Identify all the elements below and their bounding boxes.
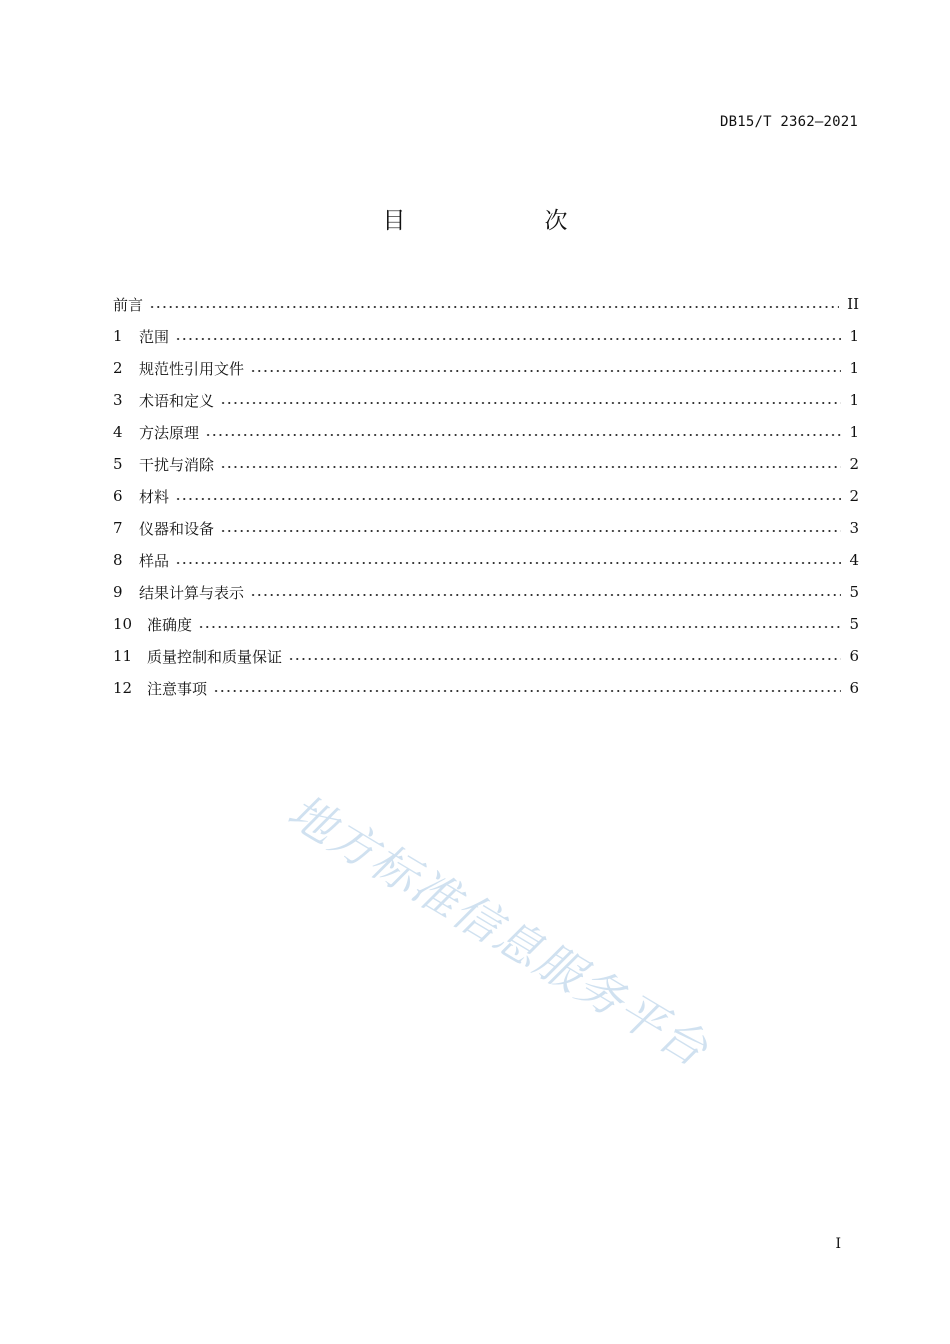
toc-entry-label: 结果计算与表示 bbox=[139, 583, 245, 602]
toc-entry[interactable] bbox=[113, 480, 859, 512]
toc-entry-page: 5 bbox=[849, 583, 859, 601]
toc-dot-leader bbox=[288, 657, 841, 661]
toc-entry-label: 材料 bbox=[139, 487, 170, 506]
toc-entry-page: 1 bbox=[849, 423, 859, 441]
toc-entry[interactable] bbox=[113, 512, 859, 544]
toc-entry-number: 7 bbox=[113, 519, 123, 537]
toc-entry-page: 5 bbox=[849, 615, 859, 633]
toc-entry-label: 质量控制和质量保证 bbox=[147, 647, 283, 666]
toc-entry-label: 范围 bbox=[139, 327, 170, 346]
toc-entry-number: 2 bbox=[113, 359, 123, 377]
toc-entry-page: 2 bbox=[849, 487, 859, 505]
toc-entry-page: II bbox=[847, 295, 859, 313]
toc-dot-leader bbox=[220, 465, 841, 469]
toc-entry-number: 4 bbox=[113, 423, 123, 441]
toc-entry[interactable] bbox=[113, 416, 859, 448]
toc-dot-leader bbox=[149, 305, 839, 309]
table-of-contents bbox=[113, 288, 859, 704]
toc-entry-label: 规范性引用文件 bbox=[139, 359, 245, 378]
toc-entry[interactable] bbox=[113, 608, 859, 640]
toc-entry-page: 1 bbox=[849, 391, 859, 409]
watermark: 地方标准信息服务平台 bbox=[278, 783, 719, 1078]
toc-dot-leader bbox=[220, 529, 841, 533]
toc-entry-number: 10 bbox=[113, 615, 133, 633]
toc-entry-page: 1 bbox=[849, 359, 859, 377]
toc-dot-leader bbox=[205, 433, 841, 437]
toc-entry[interactable] bbox=[113, 384, 859, 416]
toc-entry-label: 注意事项 bbox=[147, 679, 208, 698]
toc-entry[interactable] bbox=[113, 320, 859, 352]
toc-entry-label: 方法原理 bbox=[139, 423, 200, 442]
toc-entry[interactable] bbox=[113, 352, 859, 384]
toc-entry[interactable] bbox=[113, 576, 859, 608]
toc-entry-label: 样品 bbox=[139, 551, 170, 570]
page-number: I bbox=[835, 1236, 841, 1252]
toc-entry[interactable] bbox=[113, 288, 859, 320]
toc-entry-label: 仪器和设备 bbox=[139, 519, 215, 538]
toc-entry[interactable] bbox=[113, 448, 859, 480]
toc-entry-page: 1 bbox=[849, 327, 859, 345]
toc-entry-label: 准确度 bbox=[147, 615, 193, 634]
toc-entry-number: 5 bbox=[113, 455, 123, 473]
toc-entry-number: 3 bbox=[113, 391, 123, 409]
toc-entry-number: 8 bbox=[113, 551, 123, 569]
toc-entry-number: 12 bbox=[113, 679, 133, 697]
toc-entry-page: 2 bbox=[849, 455, 859, 473]
toc-entry-page: 4 bbox=[849, 551, 859, 569]
toc-entry-number: 9 bbox=[113, 583, 123, 601]
toc-dot-leader bbox=[175, 561, 841, 565]
toc-entry[interactable] bbox=[113, 640, 859, 672]
toc-entry-page: 3 bbox=[849, 519, 859, 537]
toc-entry[interactable] bbox=[113, 672, 859, 704]
page-title: 目 次 bbox=[382, 208, 626, 234]
toc-dot-leader bbox=[250, 369, 841, 373]
toc-dot-leader bbox=[213, 689, 841, 693]
toc-dot-leader bbox=[198, 625, 841, 629]
toc-entry-label: 前言 bbox=[113, 295, 144, 314]
toc-entry-number: 6 bbox=[113, 487, 123, 505]
standard-code: DB15/T 2362—2021 bbox=[719, 114, 858, 130]
toc-entry-number: 11 bbox=[113, 647, 133, 665]
toc-dot-leader bbox=[220, 401, 841, 405]
toc-dot-leader bbox=[250, 593, 841, 597]
toc-dot-leader bbox=[175, 337, 841, 341]
toc-entry-number: 1 bbox=[113, 327, 123, 345]
toc-entry-label: 术语和定义 bbox=[139, 391, 215, 410]
toc-entry-page: 6 bbox=[849, 679, 859, 697]
toc-dot-leader bbox=[175, 497, 841, 501]
toc-entry-label: 干扰与消除 bbox=[139, 455, 215, 474]
toc-entry-page: 6 bbox=[849, 647, 859, 665]
toc-entry[interactable] bbox=[113, 544, 859, 576]
